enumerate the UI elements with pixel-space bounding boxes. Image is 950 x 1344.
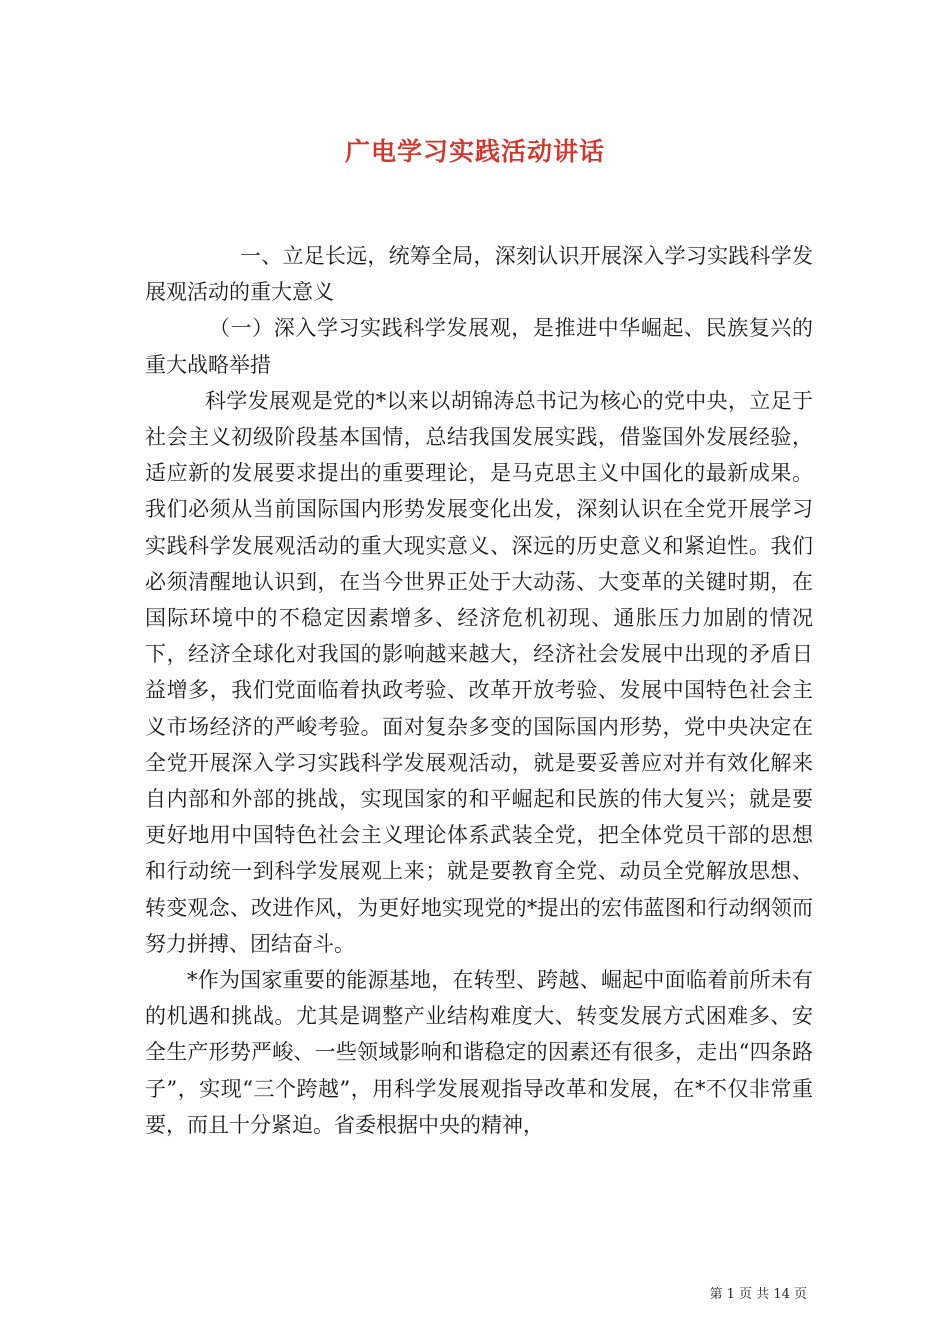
- document-title: 广电学习实践活动讲话: [344, 137, 605, 166]
- body-paragraph-1: 科学发展观是党的*以来以胡锦涛总书记为核心的党中央，立足于社会主义初级阶段基本国情，总结我国发展实践，借鉴国外发展经验，适应新的发展要求提出的重要理论，是马克思主义中国化的最新成果。我们必须从当前国际国内形势发展变化出发，深刻认识在全党开展学习实践科学发展观活动的重大现实意义、深远的历史意义和紧迫性。我们必须清醒地认识到，在当今世界正处于大动荡、大变革的关键时期，在国际环境中的不稳定因素增多、经济危机初现、通胀压力加剧的情况下，经济全球化对我国的影响越来越大，经济社会发展中出现的矛盾日益增多，我们党面临着执政考验、改革开放考验、发展中国特色社会主义市场经济的严峻考验。面对复杂多变的国际国内形势，党中央决定在全党开展深入学习实践科学发展观活动，就是要妥善应对并有效化解来自内部和外部的挑战，实现国家的和平崛起和民族的伟大复兴；就是要更好地用中国特色社会主义理论体系武装全党，把全体党员干部的思想和行动统一到科学发展观上来；就是要教育全党、动员全党解放思想、转变观念、改进作风，为更好地实现党的*提出的宏伟蓝图和行动纲领而努力拼搏、团结奋斗。: [145, 388, 813, 956]
- document-body: [145, 238, 813, 1143]
- page-number-footer: 第 1 页 共 14 页: [709, 1287, 807, 1302]
- body-paragraph-2: *作为国家重要的能源基地，在转型、跨越、崛起中面临着前所未有的机遇和挑战。尤其是调整产业结构难度大、转变发展方式困难多、安全生产形势严峻、一些领域影响和谐稳定的因素还有很多，走出“四条路子”，实现“三个跨越”，用科学发展观指导改革和发展，在*不仅非常重要，而且十分紧迫。省委根据中央的精神，: [145, 968, 813, 1137]
- section-heading-2: （一）深入学习实践科学发展观，是推进中华崛起、民族复兴的重大战略举措: [145, 316, 813, 377]
- section-heading-1: 一、立足长远，统筹全局，深刻认识开展深入学习实践科学发展观活动的重大意义: [145, 244, 813, 305]
